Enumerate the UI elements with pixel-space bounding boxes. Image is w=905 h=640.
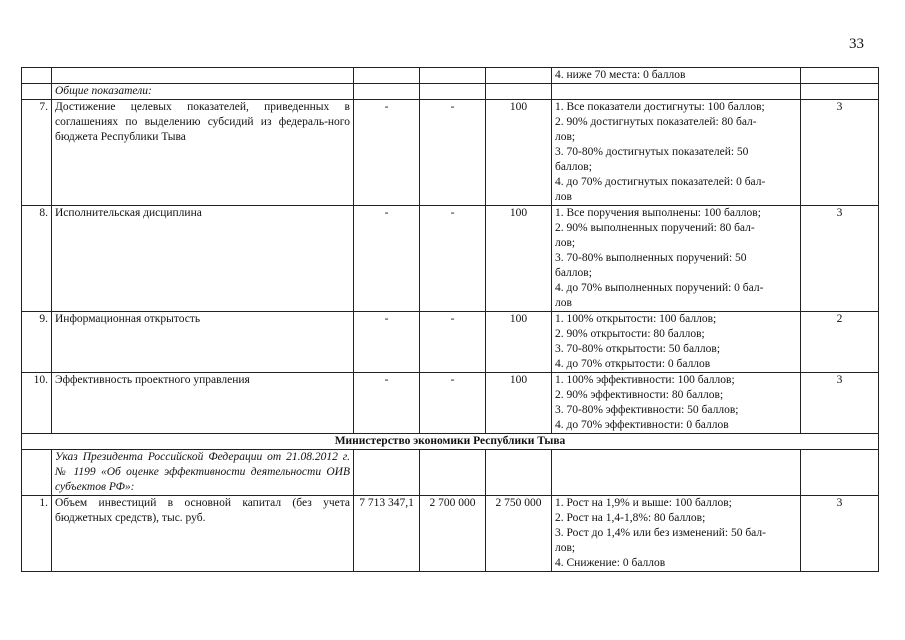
value-cell-3 (486, 450, 552, 496)
row-number: 1. (22, 496, 52, 572)
ministry-header: Министерство экономики Республики Тыва (22, 434, 879, 450)
value-cell-1 (354, 68, 420, 84)
value-cell-2 (420, 84, 486, 100)
indicator-name: Достижение целевых показателей, приведенных в соглашениях по выделению субсидий из федераль-ного бюджета Республики Тыва (52, 100, 354, 206)
table-row (22, 100, 879, 206)
criteria-line: лов; (555, 131, 576, 143)
row-number: 9. (22, 312, 52, 373)
criteria-line: баллов; (555, 161, 592, 173)
criteria-line: 1. 100% открытости: 100 баллов; (555, 313, 717, 325)
value-cell-3: 2 750 000 (486, 496, 552, 572)
ministry-header-row (22, 434, 879, 450)
criteria-line: 3. Рост до 1,4% или без изменений: 50 бал- (555, 527, 766, 539)
value-cell-1: - (354, 373, 420, 434)
criteria-line: 3. 70-80% достигнутых показателей: 50 (555, 146, 749, 158)
criteria-line: 2. Рост на 1,4-1,8%: 80 баллов; (555, 512, 706, 524)
criteria-line: 1. Все показатели достигнуты: 100 баллов; (555, 101, 765, 113)
value-cell-3 (486, 68, 552, 84)
criteria-line: 1. 100% эффективности: 100 баллов; (555, 374, 735, 386)
value-cell-1: - (354, 206, 420, 312)
value-cell-1: 7 713 347,1 (354, 496, 420, 572)
value-cell-1: - (354, 312, 420, 373)
criteria-line: 2. 90% достигнутых показателей: 80 бал- (555, 116, 757, 128)
criteria-line: лов (555, 191, 572, 203)
weight-cell: 3 (801, 373, 879, 434)
table-row (22, 206, 879, 312)
weight-cell: 3 (801, 206, 879, 312)
value-cell-2 (420, 68, 486, 84)
criteria-line: баллов; (555, 267, 592, 279)
weight-cell (801, 68, 879, 84)
criteria-line: 4. до 70% эффективности: 0 баллов (555, 419, 729, 431)
table-row (22, 312, 879, 373)
indicator-name: Эффективность проектного управления (52, 373, 354, 434)
criteria-line: 4. до 70% открытости: 0 баллов (555, 358, 711, 370)
indicator-name: Исполнительская дисциплина (52, 206, 354, 312)
criteria-line: 4. ниже 70 места: 0 баллов (555, 69, 686, 81)
criteria-line: лов; (555, 542, 576, 554)
criteria-line: 1. Все поручения выполнены: 100 баллов; (555, 207, 761, 219)
table-row (22, 373, 879, 434)
value-cell-2: - (420, 206, 486, 312)
decree-row (22, 450, 879, 496)
row-number: 8. (22, 206, 52, 312)
weight-cell: 3 (801, 496, 879, 572)
criteria-cell (552, 312, 801, 373)
criteria-line: 4. до 70% выполненных поручений: 0 бал- (555, 282, 764, 294)
criteria-cell (552, 206, 801, 312)
criteria-line: 4. Снижение: 0 баллов (555, 557, 666, 569)
criteria-line: 2. 90% открытости: 80 баллов; (555, 328, 705, 340)
indicators-table (21, 67, 879, 572)
value-cell-1: - (354, 100, 420, 206)
value-cell-2 (420, 450, 486, 496)
value-cell-3: 100 (486, 206, 552, 312)
criteria-cell (552, 68, 801, 84)
criteria-line: лов; (555, 237, 576, 249)
value-cell-3: 100 (486, 312, 552, 373)
decree-label: Указ Президента Российской Федерации от 21.08.2012 г. № 1199 «Об оценке эффективности деятельности ОИВ субъектов РФ»: (52, 450, 354, 496)
value-cell-2: - (420, 100, 486, 206)
value-cell-1 (354, 84, 420, 100)
criteria-line: 3. 70-80% выполненных поручений: 50 (555, 252, 747, 264)
value-cell-3: 100 (486, 100, 552, 206)
criteria-line: 2. 90% эффективности: 80 баллов; (555, 389, 724, 401)
weight-cell (801, 84, 879, 100)
criteria-cell (552, 450, 801, 496)
weight-cell (801, 450, 879, 496)
value-cell-1 (354, 450, 420, 496)
section-row (22, 84, 879, 100)
criteria-cell (552, 496, 801, 572)
weight-cell: 3 (801, 100, 879, 206)
criteria-line: лов (555, 297, 572, 309)
indicator-name: Объем инвестиций в основной капитал (без учета бюджетных средств), тыс. руб. (52, 496, 354, 572)
value-cell-2: 2 700 000 (420, 496, 486, 572)
criteria-line: 3. 70-80% открытости: 50 баллов; (555, 343, 721, 355)
num-cell (22, 68, 52, 84)
value-cell-3: 100 (486, 373, 552, 434)
page-number: 33 (849, 36, 864, 52)
num-cell (22, 450, 52, 496)
num-cell (22, 84, 52, 100)
criteria-cell (552, 373, 801, 434)
row-number: 7. (22, 100, 52, 206)
criteria-cell (552, 100, 801, 206)
value-cell-3 (486, 84, 552, 100)
value-cell-2: - (420, 312, 486, 373)
table-row (22, 68, 879, 84)
criteria-line: 1. Рост на 1,9% и выше: 100 баллов; (555, 497, 732, 509)
value-cell-2: - (420, 373, 486, 434)
criteria-line: 3. 70-80% эффективности: 50 баллов; (555, 404, 739, 416)
table-row (22, 496, 879, 572)
criteria-line: 2. 90% выполненных поручений: 80 бал- (555, 222, 755, 234)
criteria-line: 4. до 70% достигнутых показателей: 0 бал- (555, 176, 766, 188)
indicator-name: Информационная открытость (52, 312, 354, 373)
section-label: Общие показатели: (52, 84, 354, 100)
row-number: 10. (22, 373, 52, 434)
criteria-cell (552, 84, 801, 100)
weight-cell: 2 (801, 312, 879, 373)
name-cell (52, 68, 354, 84)
